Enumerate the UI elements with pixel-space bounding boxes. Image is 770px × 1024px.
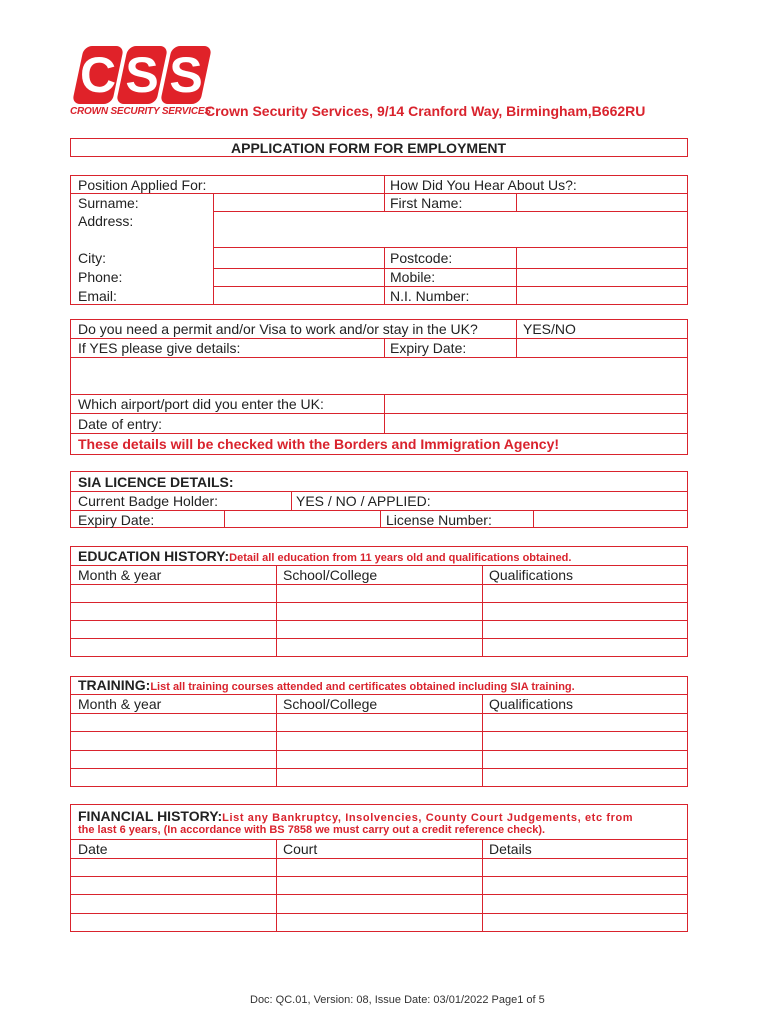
training-col-month: Month & year	[78, 696, 162, 712]
training-col-school: School/College	[283, 696, 378, 712]
mobile-field[interactable]	[518, 269, 686, 285]
financial-note-line2: the last 6 years, (In accordance with BS 7858 we must carry out a credit reference check).	[78, 824, 546, 836]
hear-about-label: How Did You Hear About Us?:	[390, 177, 577, 193]
education-col-qualifications: Qualifications	[489, 567, 574, 583]
form-title: APPLICATION FORM FOR EMPLOYMENT	[231, 140, 507, 156]
training-table-rows[interactable]	[72, 714, 686, 786]
financial-col-court: Court	[283, 841, 318, 857]
visa-details-label: If YES please give details:	[78, 340, 241, 356]
education-col-school: School/College	[283, 567, 378, 583]
first-name-field[interactable]	[518, 194, 686, 210]
training-note: List all training courses attended and certificates obtained including SIA training.	[150, 681, 575, 693]
email-label: Email:	[78, 288, 117, 304]
visa-expiry-field[interactable]	[518, 339, 686, 356]
logo-letter-c: C	[79, 47, 117, 103]
position-label: Position Applied For:	[78, 177, 207, 193]
logo-caption: CROWN SECURITY SERVICES	[70, 106, 211, 117]
visa-yes-no[interactable]: YES/NO	[523, 321, 576, 337]
postcode-field[interactable]	[518, 248, 686, 267]
phone-label: Phone:	[78, 269, 123, 285]
city-field[interactable]	[215, 248, 383, 267]
surname-field[interactable]	[215, 194, 383, 210]
email-field[interactable]	[215, 287, 383, 304]
sia-title: SIA LICENCE DETAILS:	[78, 474, 234, 490]
financial-heading: FINANCIAL HISTORY:	[78, 808, 223, 824]
education-note: Detail all education from 11 years old and qualifications obtained.	[229, 552, 572, 564]
financial-note: List any Bankruptcy, Insolvencies, County Court Judgements, etc from	[222, 812, 634, 824]
airport-label: Which airport/port did you enter the UK:	[78, 396, 324, 412]
education-heading: EDUCATION HISTORY:	[78, 548, 230, 564]
address-field[interactable]	[215, 212, 686, 246]
visa-question: Do you need a permit and/or Visa to work and/or stay in the UK?	[78, 321, 478, 337]
financial-col-date: Date	[78, 841, 108, 857]
training-title	[78, 677, 575, 695]
company-address: Crown Security Services, 9/14 Cranford Way, Birmingham,B662RU	[205, 103, 646, 119]
mobile-label: Mobile:	[390, 269, 436, 285]
education-title	[78, 548, 571, 566]
first-name-label: First Name:	[390, 195, 463, 211]
address-label: Address:	[78, 213, 134, 229]
badge-holder-label: Current Badge Holder:	[78, 493, 219, 509]
immigration-warning: These details will be checked with the Borders and Immigration Agency!	[78, 436, 560, 452]
hear-about-field[interactable]	[598, 176, 686, 192]
phone-field[interactable]	[215, 269, 383, 285]
position-field[interactable]	[220, 176, 382, 192]
date-entry-field[interactable]	[386, 414, 686, 432]
logo-letter-s1: S	[125, 47, 159, 103]
city-label: City:	[78, 250, 106, 266]
training-heading: TRAINING:	[78, 677, 151, 693]
visa-details-field[interactable]	[72, 358, 686, 393]
visa-expiry-label: Expiry Date:	[390, 340, 467, 356]
financial-table-rows[interactable]	[72, 859, 686, 931]
license-number-label: License Number:	[386, 512, 492, 528]
ni-number-label: N.I. Number:	[390, 288, 470, 304]
sia-expiry-label: Expiry Date:	[78, 512, 155, 528]
surname-label: Surname:	[78, 195, 139, 211]
airport-field[interactable]	[386, 395, 686, 412]
company-logo	[70, 46, 210, 122]
financial-col-details: Details	[489, 841, 532, 857]
date-entry-label: Date of entry:	[78, 416, 163, 432]
education-col-month: Month & year	[78, 567, 162, 583]
education-table-rows[interactable]	[72, 585, 686, 656]
ni-number-field[interactable]	[518, 287, 686, 304]
training-col-qualifications: Qualifications	[489, 696, 574, 712]
badge-holder-options[interactable]: YES / NO / APPLIED:	[296, 493, 431, 509]
page-footer: Doc: QC.01, Version: 08, Issue Date: 03/01/2022 Page1 of 5	[250, 994, 545, 1006]
license-number-field[interactable]	[535, 511, 686, 527]
logo-letter-s2: S	[169, 47, 203, 103]
sia-expiry-field[interactable]	[226, 511, 378, 527]
postcode-label: Postcode:	[390, 250, 453, 266]
